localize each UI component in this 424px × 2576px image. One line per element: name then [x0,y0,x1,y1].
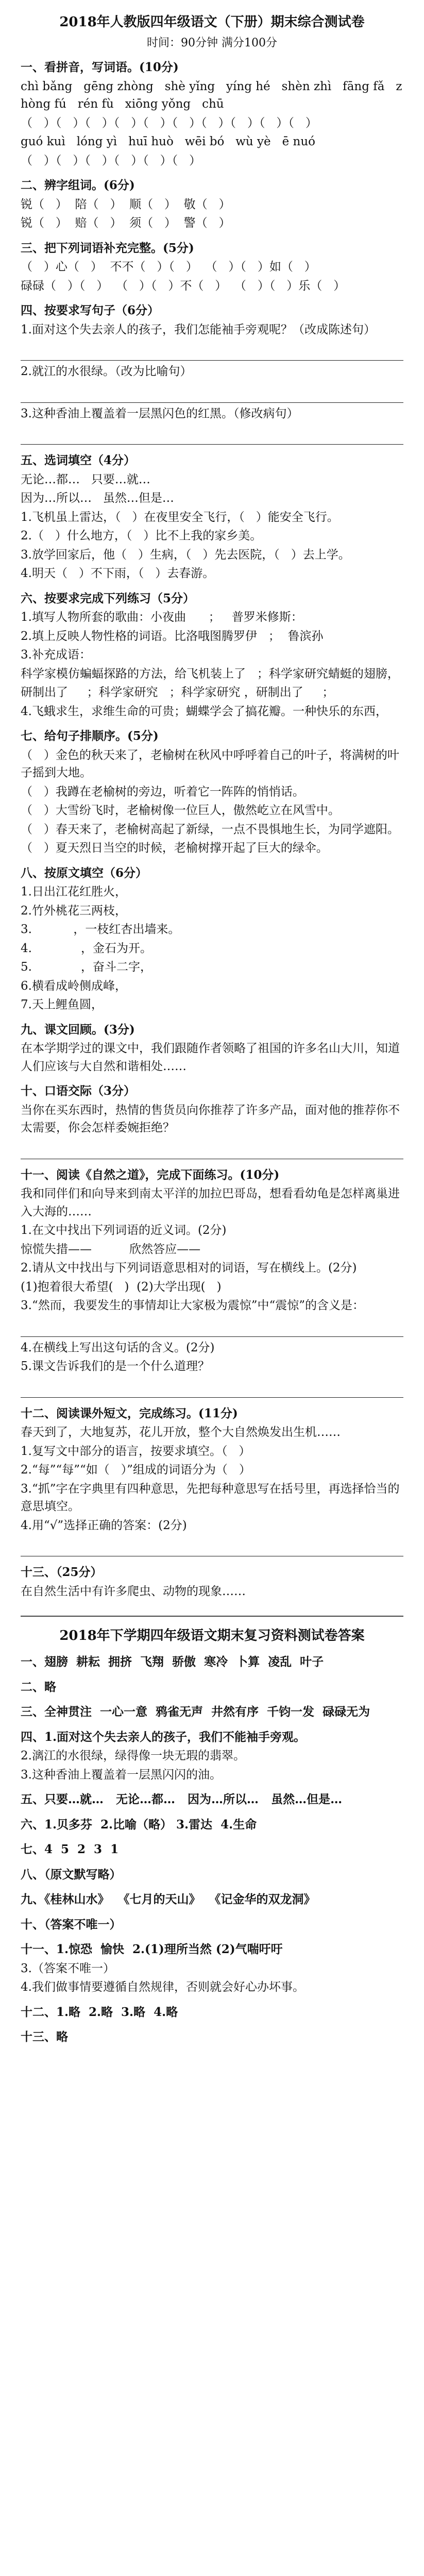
exam-line: guó kuì lóng yì huī huò wēi bó wù yè ē nuó [21,135,315,148]
exam-meta: 时间：90分钟 满分100分 [147,37,277,49]
answer-line: 4.我们做事情要遵循自然规律，否则就会好心办坏事。 [21,1980,304,1994]
exam-line: 4.用“√”选择正确的答案：(2分) [21,1518,187,1532]
exam-line: （ ）金色的秋天来了，老榆树在秋风中呼呼着自己的叶子，将满树的叶子摇到大地。 [21,748,399,779]
exam-line: 三、把下列词语补充完整。(5分) [21,241,194,255]
exam-line: 碌碌（ ）（ ） （ ）（ ）不（ ） （ ）（ ）乐（ ） [21,279,346,293]
answer-line: 2.漓江的水很绿，绿得像一块无瑕的翡翠。 [21,1749,245,1762]
exam-line: 科学家模仿蝙蝠探路的方法，给飞机装上了 ；科学家研究蜻蜓的翅膀， [21,667,399,681]
exam-line: 1.在文中找出下列词语的近义词。(2分) [21,1224,227,1237]
answer-body [21,1653,403,2046]
exam-line: 十、口语交际（3分） [21,1084,136,1098]
exam-body [21,59,403,1600]
answer-line: 二、略 [21,1680,56,1694]
answer-line: 四、1.面对这个失去亲人的孩子，我们不能袖手旁观。 [21,1730,306,1744]
exam-line: 二、辨字组词。(6分) [21,178,135,192]
exam-line: 当你在买东西时，热情的售货员向你推荐了许多产品，面对他的推荐你不太需要，你会怎样委婉拒绝？ [21,1103,400,1134]
exam-line: 无论…都… 只要…就… [21,472,150,486]
exam-line: （ ）我蹲在老榆树的旁边，听着它一阵阵的悄悄话。 [21,785,304,799]
answer-line: 十三、略 [21,2030,68,2044]
exam-line: 7.天上鲤鱼圆， [21,998,103,1011]
exam-line: 2.填上反映人物性格的词语。比洛哦图腾罗伊 ； 鲁滨孙 [21,629,324,643]
exam-line: 5.课文告诉我们的是一个什么道理？ [21,1360,210,1373]
answer-line: 三、全神贯注 一心一意 鸦雀无声 井然有序 千钧一发 碌碌无为 [21,1705,370,1719]
exam-line: 4.在横线上写出这句话的含义。(2分) [21,1341,215,1354]
exam-line: 春天到了，大地复苏，花儿开放，整个大自然焕发出生机…… [21,1426,341,1439]
exam-line: 3.“然而，我要发生的事情却让大家极为震惊”中“震惊”的含义是： [21,1299,364,1312]
answer-blank-line[interactable] [21,1378,403,1398]
exam-line: 一、看拼音，写词语。(10分) [21,60,179,74]
exam-line: 十二、阅读课外短文，完成练习。(11分) [21,1406,238,1420]
answer-line: 一、翅膀 耕耘 拥挤 飞翔 骄傲 寒冷 卜算 凌乱 叶子 [21,1655,324,1669]
answer-line: 五、只要…就… 无论…都… 因为…所以… 虽然…但是… [21,1792,343,1806]
exam-line: （ ）心（ ） 不不（ ）（ ） （ ）（ ）如（ ） [21,260,316,274]
exam-line: 十三、（25分） [21,1565,103,1579]
exam-line: 四、按要求写句子（6分） [21,303,160,317]
exam-line: 在自然生活中有许多爬虫、动物的现象…… [21,1584,246,1598]
exam-line: 六、按要求完成下列练习（5分） [21,591,195,605]
exam-line: 3.这种香油上覆盖着一层黑闪色的红黑。（修改病句） [21,406,299,420]
exam-line: 1.日出江花红胜火， [21,885,127,899]
exam-line: 九、课文回顾。(3分) [21,1022,135,1037]
answer-blank-line[interactable] [21,1317,403,1337]
answers-divider [21,1616,403,1617]
exam-line: 因为…所以… 虽然…但是… [21,492,174,505]
exam-line: (1)抱着很大希望( ) (2)大学出现( ) [21,1280,222,1294]
exam-line: 6.横看成岭侧成峰， [21,979,127,993]
exam-line: 在本学期学过的课文中，我们跟随作者领略了祖国的许多名山大川，知道人们应该与大自然和谐相处…… [21,1042,400,1073]
exam-line: 3.“抓”字在字典里有四种意思，先把每种意思写在括号里，再选择恰当的意思填空。 [21,1482,400,1513]
answer-line: 七、4 5 2 3 1 [21,1842,119,1856]
exam-line: 3.放学回家后，他（ ）生病，（ ）先去医院，（ ）去上学。 [21,548,350,562]
exam-line: 锐（ ） 赔（ ） 须（ ） 警（ ） [21,216,231,230]
exam-line: 锐（ ） 陪（ ） 顺（ ） 敬（ ） [21,197,231,211]
exam-line: 1.复写文中部分的语言，按要求填空。（ ） [21,1444,251,1458]
exam-line: 五、选词填空（4分） [21,453,136,467]
answer-blank-line[interactable] [21,1536,403,1556]
exam-line: 2.（ ）什么地方，（ ）比不上我的家乡美。 [21,529,262,543]
answer-line: 九、《桂林山水》 《七月的天山》 《记金华的双龙洞》 [21,1892,316,1906]
exam-line: 4.飞蛾求生，求维生命的可贵；蝴蝶学会了搞花瓣。一种快乐的东西， [21,704,387,718]
exam-line: 2.就江的水很绿。（改为比喻句） [21,365,192,378]
answer-blank-line[interactable] [21,1139,403,1159]
exam-line: 3. ，一枝红杏出墙来。 [21,923,180,936]
answer-line: 八、（原文默写略） [21,1867,122,1882]
exam-line: 4. ，金石为开。 [21,941,152,955]
exam-title: 2018年人教版四年级语文（下册）期末综合测试卷 [59,14,365,30]
exam-line: 3.补充成语： [21,648,91,662]
exam-line: 2.竹外桃花三两枝， [21,904,127,918]
exam-line: 2.请从文中找出与下列词语意思相对的词语，写在横线上。(2分) [21,1261,357,1275]
exam-line: 5. ，奋斗二字， [21,960,152,974]
exam-line: 八、按原文填空（6分） [21,866,148,880]
answer-line: 十一、1.惊恐 愉快 2.(1)理所当然 (2)气喘吁吁 [21,1942,283,1956]
exam-line: 4.明天（ ）不下雨，（ ）去春游。 [21,567,215,580]
exam-line: 惊慌失措—— 欣然答应—— [21,1242,201,1256]
answer-blank-line[interactable] [21,341,403,361]
exam-line: （ ）夏天烈日当空的时候，老榆树撑开起了巨大的绿伞。 [21,841,328,855]
answer-blank-line[interactable] [21,383,403,403]
exam-line: 研制出了 ；科学家研究 ；科学家研究 ，研制出了 ； [21,686,334,699]
answers-title: 2018年下学期四年级语文期末复习资料测试卷答案 [59,1628,365,1643]
exam-line: 2.“每”“每”“如（ ）”组成的词语分为（ ） [21,1463,251,1477]
answer-line: 十、（答案不唯一） [21,1917,122,1931]
exam-line: （ ）春天来了，老榆树高起了新绿，一点不畏惧地生长，为同学遮阳。 [21,822,399,836]
answer-blank-line[interactable] [21,425,403,445]
exam-line: chì bǎng gēng zhòng shè yǐng yíng hé shèn zhì fāng fǎ zhòng fú rén fù xiōng yǒng chū [21,79,402,111]
exam-line: （ ）（ ）（ ）（ ）（ ）（ ）（ ）（ ）（ ）（ ） [21,116,317,130]
exam-line: （ ）（ ）（ ）（ ）（ ）（ ） [21,154,201,167]
exam-line: 七、给句子排顺序。(5分) [21,729,159,743]
exam-line: （ ）大雪纷飞时，老榆树像一位巨人，傲然屹立在风雪中。 [21,804,340,817]
answer-line: 十二、1.略 2.略 3.略 4.略 [21,2005,178,2019]
exam-line: 十一、阅读《自然之道》，完成下面练习。(10分) [21,1167,280,1182]
exam-line: 我和同伴们和向导来到南太平洋的加拉巴哥岛，想看看幼龟是怎样离巢进入大海的…… [21,1187,400,1218]
answer-line: 3.这种香油上覆盖着一层黑闪闪的油。 [21,1768,222,1782]
answer-line: 3.（答案不唯一） [21,1961,115,1975]
exam-line: 1.面对这个失去亲人的孩子，我们怎能袖手旁观呢？（改成陈述句） [21,323,376,336]
answer-line: 六、1.贝多芬 2.比喻（略） 3.雷达 4.生命 [21,1817,257,1832]
exam-line: 1.填写人物所套的歌曲：小夜曲 ； 普罗米修斯： [21,611,303,624]
exam-line: 1.飞机虽上雷达，（ ）在夜里安全飞行，（ ）能安全飞行。 [21,510,339,524]
